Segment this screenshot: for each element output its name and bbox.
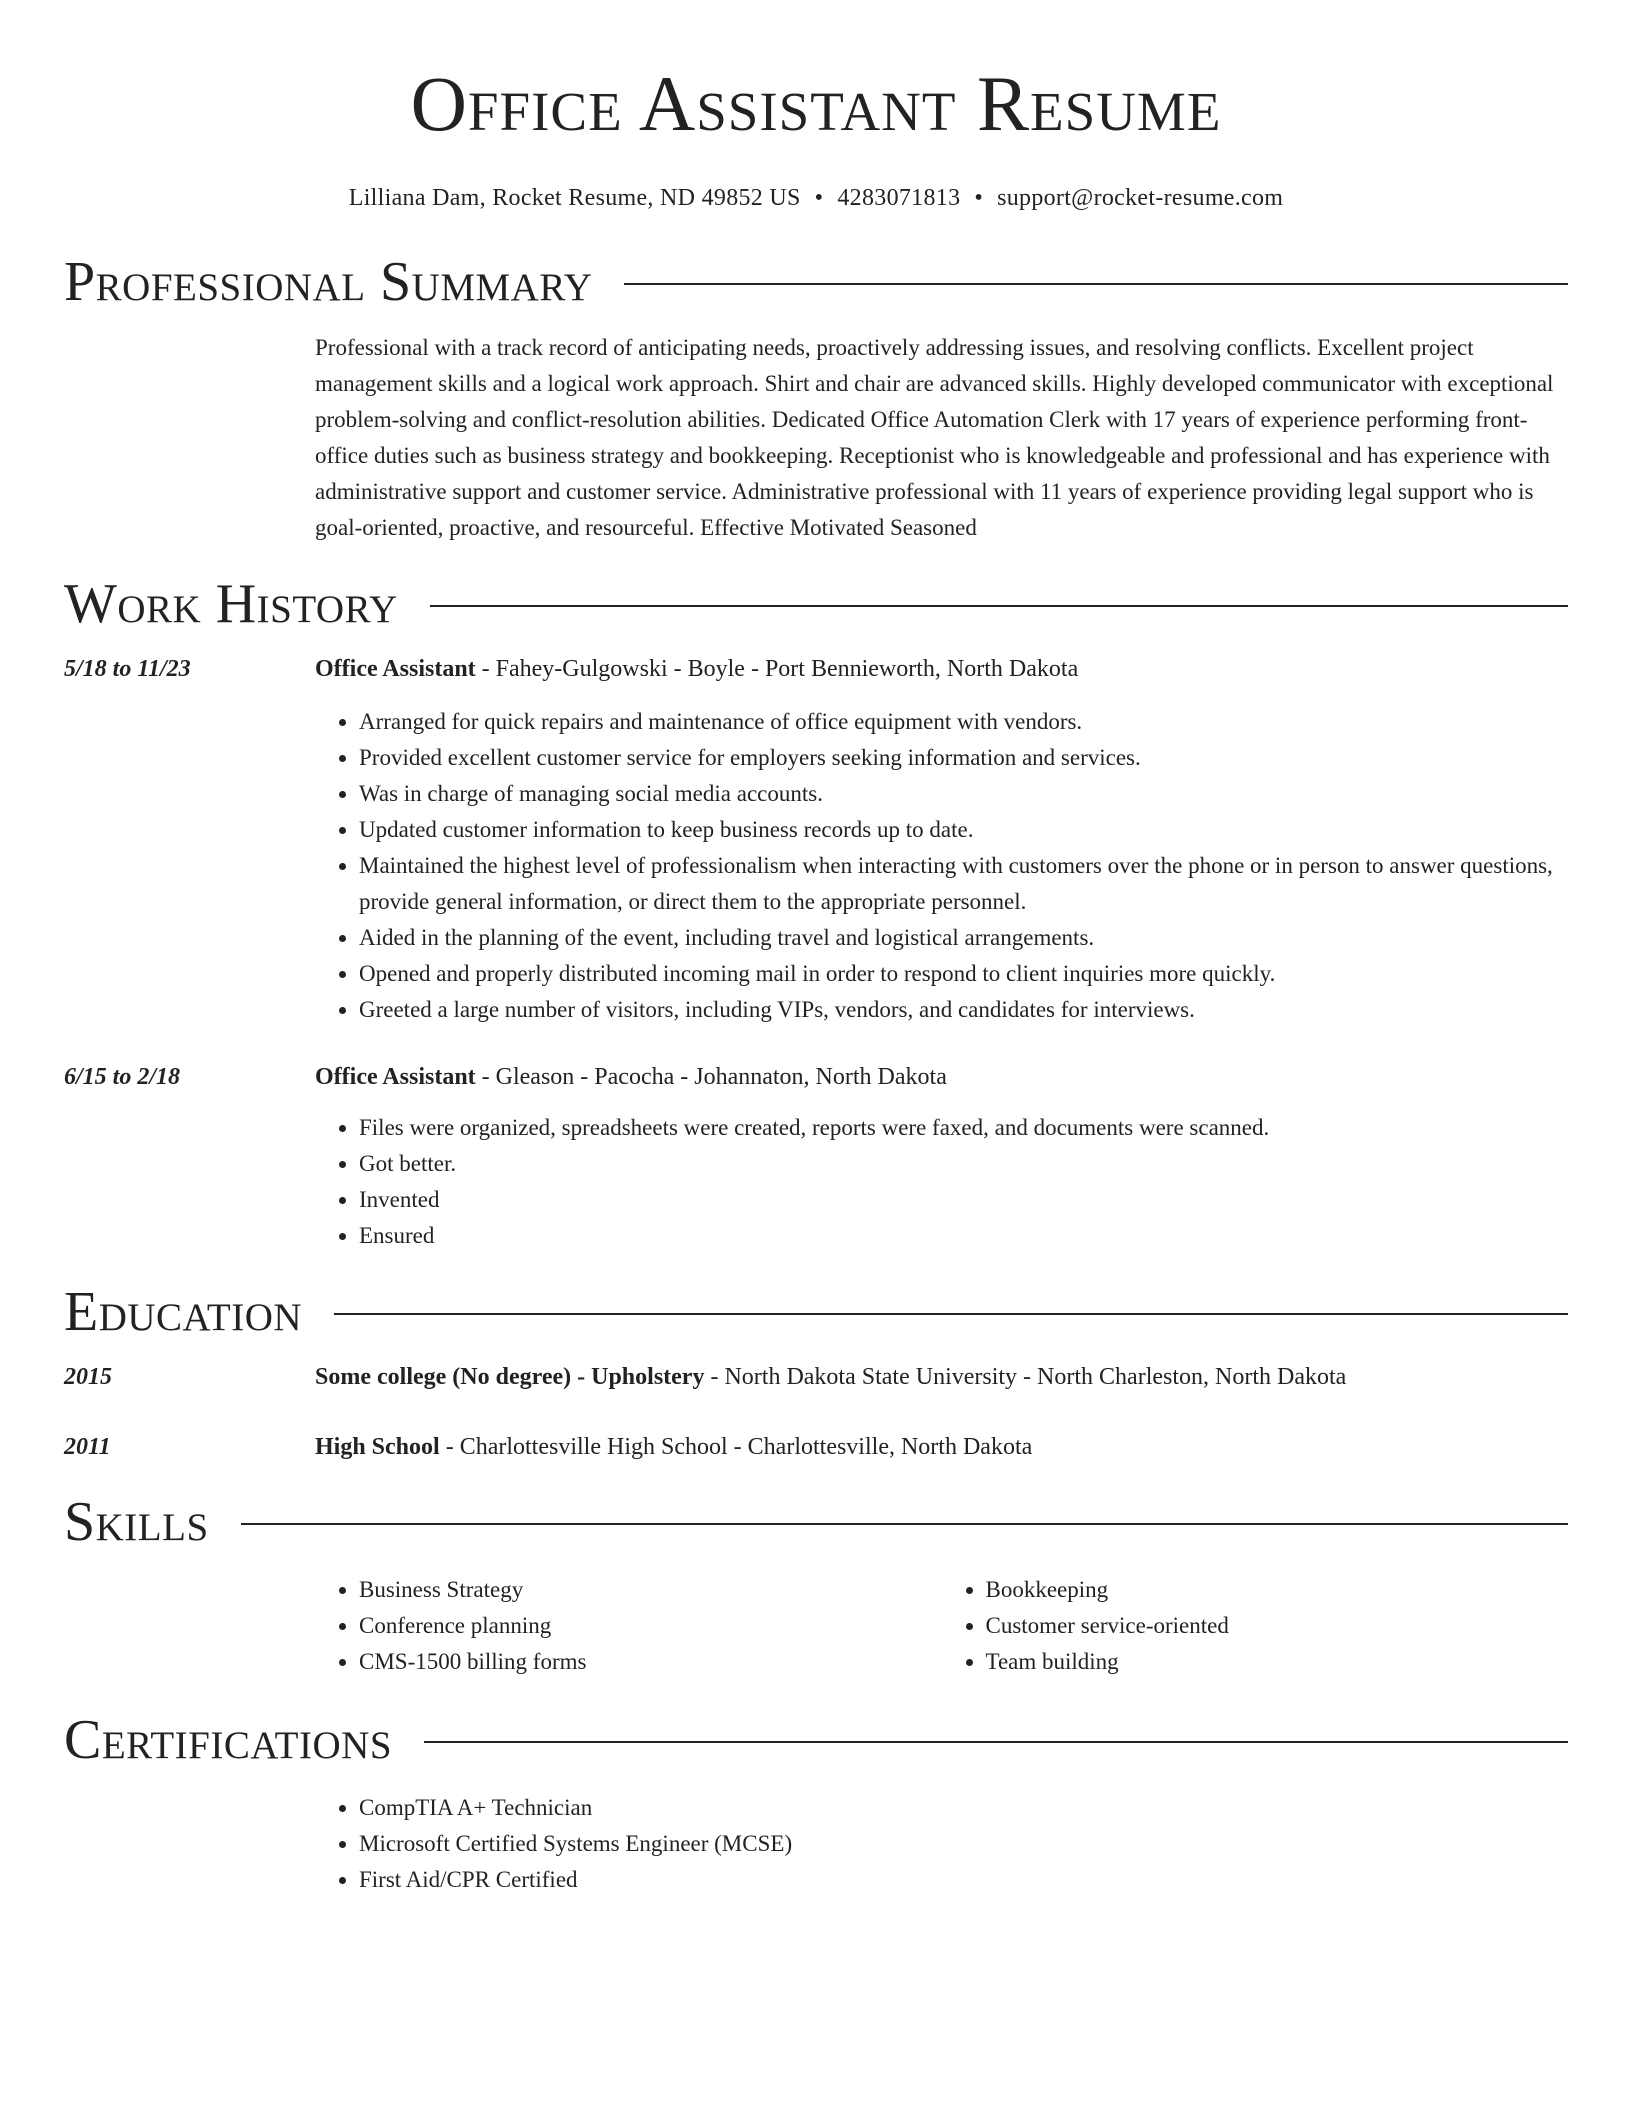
list-item: • Updated customer information to keep business records up to date. [359, 812, 1568, 848]
education-entry [64, 1430, 1568, 1464]
education-body [315, 1430, 1568, 1464]
contact-email: support@rocket-resume.com [997, 185, 1284, 211]
skills-list-left [315, 1572, 942, 1680]
education-year: 2015 [64, 1364, 112, 1390]
certifications-row [64, 1790, 1568, 1898]
list-item: • CompTIA A+ Technician [359, 1790, 1568, 1826]
skills-section-header [64, 1490, 1568, 1554]
summary-section-header [64, 250, 1568, 314]
certifications-section-header [64, 1708, 1568, 1772]
list-item: • Bookkeeping [986, 1572, 1569, 1608]
skills-heading: Skills [64, 1491, 209, 1553]
section-divider [241, 1523, 1568, 1525]
job-title-line [315, 652, 1568, 686]
summary-row [64, 330, 1568, 546]
education-entry [64, 1360, 1568, 1394]
list-item: • Conference planning [359, 1608, 942, 1644]
skills-list-right [942, 1572, 1569, 1680]
work-section-header [64, 572, 1568, 636]
list-item: • Files were organized, spreadsheets were created, reports were faxed, and documents were scanned. [359, 1110, 1568, 1146]
education-line [315, 1360, 1568, 1394]
list-item: • Provided excellent customer service for employers seeking information and services. [359, 740, 1568, 776]
education-degree: Some college (No degree) - Upholstery [315, 1364, 705, 1390]
job-entry [64, 1060, 1568, 1254]
section-divider [624, 283, 1568, 285]
contact-line [64, 182, 1568, 214]
section-divider [430, 605, 1568, 607]
list-item: • Got better. [359, 1146, 1568, 1182]
job-dates: 5/18 to 11/23 [64, 656, 191, 682]
education-details: - Charlottesville High School - Charlottesville, North Dakota [439, 1434, 1033, 1460]
skills-body [315, 1572, 1568, 1680]
contact-address: Lilliana Dam, Rocket Resume, ND 49852 US [348, 185, 801, 211]
list-item: • Invented [359, 1182, 1568, 1218]
work-heading: Work History [64, 573, 398, 635]
education-details: - North Dakota State University - North Charleston, North Dakota [704, 1364, 1347, 1390]
job-bullets [315, 1110, 1568, 1254]
list-item: • Greeted a large number of visitors, including VIPs, vendors, and candidates for interviews. [359, 992, 1568, 1028]
education-body [315, 1360, 1568, 1394]
skills-grid [315, 1572, 1568, 1680]
education-section-header [64, 1280, 1568, 1344]
contact-separator: • [814, 185, 824, 211]
list-item: • Was in charge of managing social media accounts. [359, 776, 1568, 812]
summary-text: Professional with a track record of anticipating needs, proactively addressing issues, and resolving conflicts. Excellent project management skills and a logical work approach. Shirt and chair are advanced skills. Highly developed communicator with exceptional problem-solving and conflict-resolution abilities. Dedicated Office Automation Clerk with 17 years of experience performing front-office duties such as business strategy and bookkeeping. Receptionist who is knowledgeable and professional and has experience with administrative support and customer service. Administrative professional with 11 years of experience providing legal support who is goal-oriented, proactive, and resourceful. Effective Motivated Seasoned [315, 335, 1554, 540]
education-degree: High School [315, 1434, 440, 1460]
section-divider [334, 1313, 1568, 1315]
job-title-line [315, 1060, 1568, 1094]
list-item: • Aided in the planning of the event, including travel and logistical arrangements. [359, 920, 1568, 956]
skills-row [64, 1572, 1568, 1680]
list-item: • Business Strategy [359, 1572, 942, 1608]
contact-phone: 4283071813 [837, 185, 961, 211]
job-title: Office Assistant [315, 1064, 476, 1090]
education-heading: Education [64, 1281, 303, 1343]
list-item: • Ensured [359, 1218, 1568, 1254]
job-title: Office Assistant [315, 656, 476, 682]
job-dates: 6/15 to 2/18 [64, 1064, 181, 1090]
job-bullets [315, 704, 1568, 1028]
list-item: • Opened and properly distributed incoming mail in order to respond to client inquiries more quickly. [359, 956, 1568, 992]
summary-body [315, 330, 1568, 546]
job-body [315, 1060, 1568, 1254]
list-item: • Microsoft Certified Systems Engineer (MCSE) [359, 1826, 1568, 1862]
section-divider [424, 1741, 1568, 1743]
education-year: 2011 [64, 1434, 111, 1460]
list-item: • Customer service-oriented [986, 1608, 1569, 1644]
education-line [315, 1430, 1568, 1464]
certifications-list [315, 1790, 1568, 1898]
job-details: - Gleason - Pacocha - Johannaton, North Dakota [475, 1064, 947, 1090]
summary-heading: Professional Summary [64, 251, 593, 313]
job-body [315, 652, 1568, 1028]
document-title: Office Assistant Resume [410, 60, 1222, 147]
list-item: • CMS-1500 billing forms [359, 1644, 942, 1680]
certifications-body [315, 1790, 1568, 1898]
list-item: • Maintained the highest level of professionalism when interacting with customers over the phone or in person to answer questions, provide general information, or direct them to the appropriate personnel. [359, 848, 1568, 920]
list-item: • Team building [986, 1644, 1569, 1680]
list-item: • Arranged for quick repairs and maintenance of office equipment with vendors. [359, 704, 1568, 740]
certifications-heading: Certifications [64, 1709, 393, 1771]
contact-separator: • [974, 185, 984, 211]
job-entry [64, 652, 1568, 1028]
job-details: - Fahey-Gulgowski - Boyle - Port Bennieworth, North Dakota [475, 656, 1079, 682]
list-item: • First Aid/CPR Certified [359, 1862, 1568, 1898]
